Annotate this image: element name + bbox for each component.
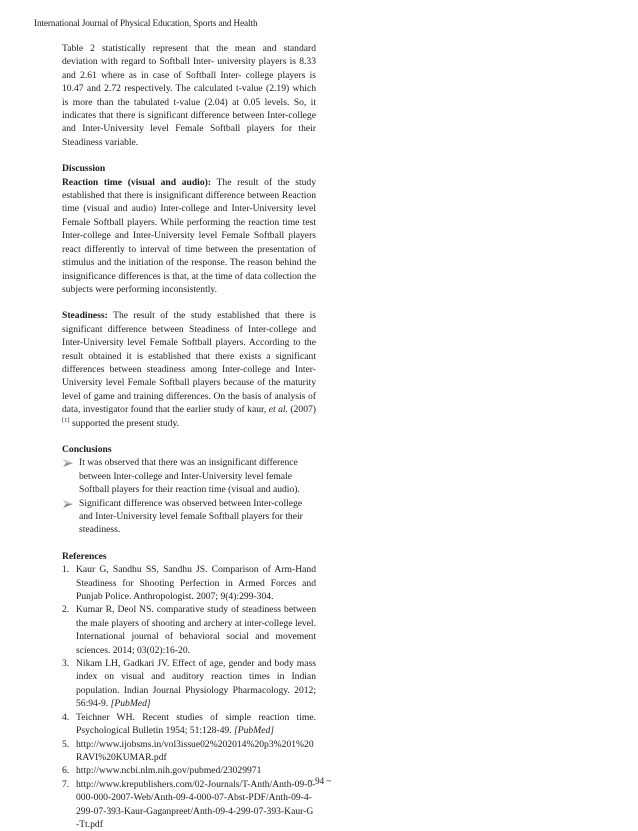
reference-number: 7. xyxy=(62,778,70,790)
reference-item xyxy=(62,764,316,777)
reference-item xyxy=(62,778,316,831)
reference-item xyxy=(62,563,316,603)
pubmed-link[interactable]: [PubMed] xyxy=(234,725,274,737)
reference-item xyxy=(62,603,316,657)
conclusion-text: Significant difference was observed between Inter-college and Inter-University level female Softball players for their steadiness. xyxy=(79,497,303,536)
reference-text: Kumar R, Deol NS. comparative study of steadiness between the male players of shooting and archery at inter-college level. International journal of behavioral social and movement sciences. 2014; 03(02):16-20. xyxy=(76,604,316,656)
bullet-arrow-icon xyxy=(62,458,74,468)
page-number: ~ 94 ~ xyxy=(308,776,332,786)
conclusion-item xyxy=(62,497,316,537)
reference-list xyxy=(62,563,316,831)
steadiness-paragraph xyxy=(62,309,316,430)
bullet-arrow-icon xyxy=(62,499,74,509)
reference-url[interactable]: http://www.ncbi.nlm.nih.gov/pubmed/23029971 xyxy=(76,765,262,777)
pubmed-link[interactable]: [PubMed] xyxy=(110,698,151,710)
conclusion-text: It was observed that there was an insignificant difference between Inter-college and Inter-University level female Softball players for their reaction time (visual and audio). xyxy=(79,457,300,496)
reference-item xyxy=(62,738,316,765)
et-al: et al. xyxy=(268,404,288,416)
reaction-text: The result of the study established that there is insignificant difference between Reaction time (visual and audio) Inter-college and Inter-University level Female Softball players. While performing the reaction time test Inter-college and Inter-University level Female Softball players react differently to interval of time between the presentation of stimulus and the initiation of the response. The reason behind the insignificance differences is that, at the time of data collection the subjects were performing inconsistently. xyxy=(62,176,316,295)
steadiness-year: (2007) xyxy=(287,404,316,416)
steadiness-text: The result of the study established that there is significant difference between Steadiness of Inter-college and Inter-University level Female Softball players. According to the result obtained it is established that there exists a significant differences between steadiness among Inter-college and Inter-University level Female Softball players because of the maturity level of game and training differences. On the basis of analysis of data, investigator found that the earlier study of kaur, xyxy=(62,310,316,416)
intro-paragraph: Table 2 statistically represent that the mean and standard deviation with regard to Softball Inter- university players is 8.33 and 2.61 where as in case of Softball Inter- college players is 10.47 and 2.72 respectively. The calculated t-value (2.19) which is more than the tabulated t-value (2.04) at 0.05 levels. So, it indicates that there is significant difference between Inter-college and Inter-University level Female Softball players for their Steadiness variable. xyxy=(62,43,316,148)
conclusions-heading: Conclusions xyxy=(62,443,112,455)
reference-number: 1. xyxy=(62,564,70,576)
text-column xyxy=(62,42,316,831)
references-heading: References xyxy=(62,550,107,562)
reference-text: Nikam LH, Gadkari JV. Effect of age, gender and body mass index on visual and auditory reaction times in Indian population. Indian Journal Physiology Pharmacology. 2012; 56:94-9. [PubMed] xyxy=(76,658,316,710)
reference-number: 4. xyxy=(62,711,70,723)
reference-url[interactable]: http://www.krepublishers.com/02-Journals/T-Anth/Anth-09-0-000-000-2007-Web/Anth-09-4-000-07-Abst-PDF/Anth-09-4-299-07-393-Kaur-Gaganpreet/Anth-09-4-299-07-393-Kaur-G-Tt.pdf xyxy=(76,778,316,830)
reference-text: Kaur G, Sandhu SS, Sandhu JS. Comparison of Arm-Hand Steadiness for Shooting Perfection in Armed Forces and Punjab Police. Anthropologist. 2007; 9(4):299-304. xyxy=(76,564,316,603)
reference-number: 6. xyxy=(62,765,70,777)
reaction-paragraph xyxy=(62,176,316,297)
running-header: International Journal of Physical Education, Sports and Health xyxy=(34,18,258,28)
conclusion-item xyxy=(62,456,316,496)
citation-1: [1] xyxy=(62,416,70,424)
steadiness-lead: Steadiness: xyxy=(62,310,108,322)
reference-number: 3. xyxy=(62,658,70,670)
reference-item xyxy=(62,657,316,711)
discussion-heading: Discussion xyxy=(62,163,106,175)
reference-text: Teichner WH. Recent studies of simple reaction time. Psychological Bulletin 1954; 51:128-49. [PubMed] xyxy=(76,711,316,737)
reference-number: 2. xyxy=(62,604,70,616)
reaction-lead: Reaction time (visual and audio): xyxy=(62,176,212,188)
reference-number: 5. xyxy=(62,738,70,750)
steadiness-end: supported the present study. xyxy=(69,417,180,429)
reference-url[interactable]: http://www.ijobsms.in/vol3issue02%202014%20p3%201%20RAVI%20KUMAR.pdf xyxy=(76,738,314,763)
reference-item xyxy=(62,711,316,738)
